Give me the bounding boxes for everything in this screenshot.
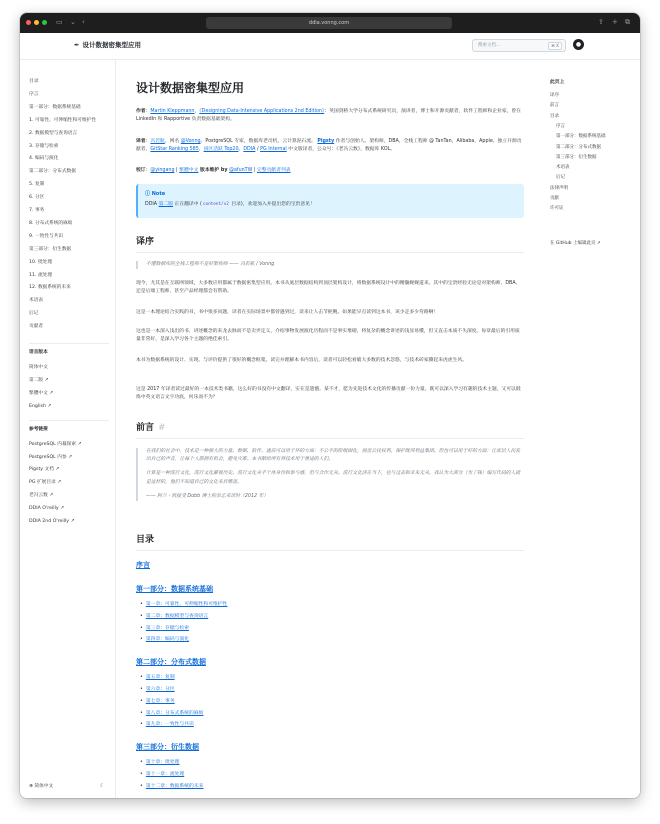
pigsty-link[interactable]: Pigsty xyxy=(317,139,335,144)
toc-part-link[interactable]: 第三部分：衍生数据 xyxy=(136,743,199,752)
divider xyxy=(29,420,109,421)
preface-p2: 这是一本理论结合实践的书，书中很多问题，译者在实际场景中都曾遇到过，读来让人击节扼腕。如果能早点读到这本书，该少走多少弯路啊！ xyxy=(136,310,439,315)
divider xyxy=(136,550,524,551)
translator-paragraph: 译者：冯若航，网名 @Vonng。PostgreSQL 专家，数据库老司机，云计算泥石流。 Pigsty 作者与创始人。架构师，DBA，全栈工程师 @ TanTan，Alibaba，Apple。独立开源贡献者，GitStar Ranking 585，国区活跃 Top20。DDIA / PG Internal 中文版译者，公众号：《老冯云数》，数据库 KOL。 xyxy=(136,139,522,153)
toc-chapter-link[interactable]: • 第四章：编码与演化 xyxy=(140,636,189,643)
site-title: 设计数据密集型应用 xyxy=(82,41,141,49)
back-icon[interactable]: ‹ xyxy=(82,18,85,26)
preface-p5: 这是 2017 年译者读过最好的一本技术类书籍，这么好的书没有中文翻译，实在是遗憾。某不才，愿为先进技术文化的传播贡献一份力量。既可以深入学习有趣的技术主题，又可以锻炼中英文语言文字功底，何乐而不为？ xyxy=(136,387,521,401)
author-label: 作者 xyxy=(136,109,146,114)
divider xyxy=(29,343,109,344)
anchor-hash[interactable]: # xyxy=(158,423,166,433)
contributors-link[interactable]: 完整贡献者列表 xyxy=(257,168,291,173)
sidebar-item[interactable]: 目录 xyxy=(29,79,39,84)
github-icon[interactable]: ● xyxy=(573,39,584,50)
toc-part-link[interactable]: 第二部分：分布式数据 xyxy=(136,658,206,667)
sidebar-ref-link[interactable]: Pigsty 文档 ↗ xyxy=(29,467,60,473)
toc-panel-item[interactable]: 目录 xyxy=(550,113,559,119)
note-pre: DDIA xyxy=(145,202,159,207)
toc-panel-item[interactable]: 译序 xyxy=(550,93,559,98)
translator-desc-1: ，网名 xyxy=(164,139,180,144)
sidebar-item[interactable]: 3. 存储与检索 xyxy=(29,143,59,149)
toc-chapter-link[interactable]: • 第七章：事务 xyxy=(140,698,175,705)
sidebar-item[interactable]: 7. 事务 xyxy=(29,208,45,213)
close-window-button[interactable] xyxy=(26,20,31,25)
sidebar-item[interactable]: 2. 数据模型与查询语言 xyxy=(29,130,78,136)
share-icon[interactable]: ⇪ xyxy=(598,18,604,26)
toc-chapter-link[interactable]: • 第三章：存储与检索 xyxy=(140,625,189,632)
toc-panel-heading: 此页上 xyxy=(550,80,565,85)
book-link[interactable]: 《Designing Data-Intensive Applications 2nd Edition》 xyxy=(199,109,325,114)
preface-p3: 这也是一本深入浅出的书，讲述概念的来龙去脉而不是卖弄定义，介绍事物发展演化历程而不是事实堆砌，将复杂的概念讲述的浅显易懂，但又直击本质不失深度。每章最后的引用质量非常好，是深入学习各个主题的绝佳索引。 xyxy=(136,329,520,343)
sidebar-item[interactable]: 11. 流处理 xyxy=(29,272,53,278)
review-label: 校订 xyxy=(136,168,146,173)
toc-panel-item[interactable]: 序言 xyxy=(556,123,565,129)
search-placeholder: 搜索文档... xyxy=(478,43,501,48)
gitstar-link[interactable]: GitStar Ranking 585 xyxy=(150,147,199,153)
site-header xyxy=(20,33,640,60)
sidebar-toggle-icon[interactable]: ▭ xyxy=(56,18,63,26)
sidebar-ref-link[interactable]: DDIA 2nd O'reilly ↗ xyxy=(29,519,75,524)
translator-desc-4: 中文版译者，公众号：《老冯云数》，数据库 KOL。 xyxy=(288,147,396,153)
sidebar-ref-link[interactable]: 老冯云数 ↗ xyxy=(29,493,54,499)
afuntw-link[interactable]: @afunTW xyxy=(229,168,253,173)
separator: ， xyxy=(198,147,204,153)
toc-panel-item[interactable]: 贡献 xyxy=(550,196,559,201)
sidebar-section-heading: 语言版本 xyxy=(29,350,48,355)
yingang-link[interactable]: @yingang xyxy=(150,168,175,173)
divider xyxy=(136,438,524,439)
sidebar-item[interactable]: 后记 xyxy=(29,311,39,317)
sidebar xyxy=(20,60,116,798)
feather-icon: ✒ xyxy=(74,41,80,49)
search-input[interactable] xyxy=(472,39,566,52)
sidebar-item[interactable]: 第一部分：数据系统基础 xyxy=(29,104,81,110)
sidebar-item[interactable]: 10. 批处理 xyxy=(29,259,53,265)
review-mid: 版本维护 by xyxy=(198,168,230,173)
toc-chapter-link[interactable]: • 第十一章：流处理 xyxy=(140,771,184,778)
intro-title: 前言 xyxy=(136,423,155,433)
theme-toggle-icon[interactable]: ☾ xyxy=(100,783,105,789)
review-paragraph: 校订：@yingang | 繁體中文 版本维护 by @afunTW | 完整贡献者列表 xyxy=(136,168,291,173)
toc-chapter-link[interactable]: • 第六章：分区 xyxy=(140,686,175,693)
toc-part-link[interactable]: 第一部分：数据系统基础 xyxy=(136,585,213,593)
globe-icon: ⊕ xyxy=(29,784,35,789)
intro-quote xyxy=(136,448,524,501)
note-title: ⓘ Note xyxy=(145,191,166,197)
toc-heading: 目录 xyxy=(136,535,155,545)
browser-window xyxy=(20,13,640,798)
page-title: 设计数据密集型应用 xyxy=(136,81,245,95)
sidebar-item[interactable]: 序言 xyxy=(29,91,39,97)
address-bar[interactable] xyxy=(206,17,452,29)
note-mid: 正在翻译中 ( xyxy=(173,202,202,207)
author-desc: ：英国剑桥大学分布式系统研究员，演讲者，博士和开源贡献者，软件工程师和企业家，曾在 LinkedIn 和 Rapportive 负责数据基础架构。 xyxy=(136,109,522,123)
toc-panel-item[interactable]: 第一部分：数据系统基础 xyxy=(556,134,606,140)
sidebar-ref-link[interactable]: DDIA O'reilly ↗ xyxy=(29,506,65,512)
toc-part-link[interactable]: 序言 xyxy=(136,561,150,569)
url-text: ddia.vonng.com xyxy=(308,20,350,26)
sidebar-item[interactable]: 贡献者 xyxy=(29,324,44,330)
ddia-link[interactable]: DDIA xyxy=(243,147,256,153)
preface-p4: 本书为数据系统的设计、实现、与评价提供了很好的概念框架。读完并理解本书内容后，读者可以轻松看破大多数的技术忽悠，与技术砖家撕起来虎虎生风。 xyxy=(136,358,467,363)
author-paragraph: 作者：Martin Kleppmann，《Designing Data-Intensive Applications 2nd Edition》：英国剑桥大学分布式系统研究员，演讲者，博士和开源贡献者，软件工程师和企业家，曾在 LinkedIn 和 Rapportive 负责数据基础架构。 xyxy=(136,109,522,123)
separator: 。 xyxy=(238,147,244,153)
translator-link[interactable]: 冯若航 xyxy=(150,139,165,144)
language-switcher[interactable] xyxy=(29,783,53,789)
note-callout xyxy=(136,184,524,218)
preface-p1: 现今，尤其是在互联网领域，大多数应用都属于数据密集型应用。本书从底层数据结构到顶层架构设计，将数据系统设计中的精髓娓娓道来。其中的宝贵经验无论是对架构师、DBA、还是后端工程师、甚至产品经理都会有帮助。 xyxy=(136,281,521,295)
toc-chapter-link[interactable]: • 第十章：批处理 xyxy=(140,759,179,766)
intro-heading xyxy=(136,422,166,434)
on-this-page xyxy=(550,60,640,798)
maximize-window-button[interactable] xyxy=(42,20,47,25)
sidebar-section-heading: 参考链接 xyxy=(29,426,48,432)
browser-chrome xyxy=(20,13,640,33)
second-edition-link[interactable]: 第二版 xyxy=(158,202,174,207)
note-post: 目录)，欢迎加入并提出您的宝贵意见！ xyxy=(229,202,315,207)
sidebar-ref-link[interactable]: PG 扩展目录 ↗ xyxy=(29,480,62,486)
preface-heading: 译序 xyxy=(136,237,155,247)
intro-quote-1: 在我们的社会中，技术是一种强大的力量。数据、软件、通信可以用于坏的方面：不公平的阶级固化，损害公民权利，保护既得利益集团。但也可以用于好的方面：让底层人民发出自己的声音，让每个人都拥有机会，避免灾难。本书献给所有将技术用于善途的人们。 xyxy=(146,449,521,463)
intro-quote-3: —— 阿兰・凯接受 Dobb 博士的杂志采访时（2012 年） xyxy=(146,493,269,499)
divider xyxy=(136,252,524,253)
separator: / xyxy=(255,147,261,153)
sidebar-item[interactable]: 12. 数据系统的未来 xyxy=(29,285,71,291)
sidebar-version-link[interactable]: 简体中文 xyxy=(29,365,48,370)
sidebar-ref-link[interactable]: PostgreSQL 内幕探索 ↗ xyxy=(29,441,82,447)
toc-chapter-link[interactable]: • 第一章：可靠性、可伸缩性和可维护性 xyxy=(140,601,227,608)
toc-panel-item[interactable]: 法律声明 xyxy=(550,185,568,191)
translator-handle-link[interactable]: @Vonng xyxy=(180,139,201,144)
intro-quote-2: 计算是一种流行文化，流行文化鄙视历史。流行文化关乎个体身份和参与感，但与合作无关。流行文化活在当下，也与过去和未来无关。我认为大部分（为了钱）编写代码的人就是这样的，他们不知道自己的文化来自哪里。 xyxy=(146,471,521,485)
separator: | xyxy=(174,168,180,173)
main-content xyxy=(136,60,528,798)
minimize-window-button[interactable] xyxy=(34,20,39,25)
sidebar-item[interactable]: 8. 分布式系统的麻烦 xyxy=(29,220,73,226)
sidebar-item[interactable]: 6. 分区 xyxy=(29,195,45,201)
tabs-overview-icon[interactable]: ⧉ xyxy=(625,18,630,26)
sidebar-item[interactable]: 4. 编码与演化 xyxy=(29,156,59,162)
author-link[interactable]: Martin Kleppmann xyxy=(150,109,195,114)
toc-chapter-link[interactable]: • 第五章：复制 xyxy=(140,674,175,681)
new-tab-icon[interactable]: + xyxy=(612,18,618,26)
edit-on-github-link[interactable]: 在 GitHub 上编辑此页 ↗ xyxy=(550,241,601,246)
toc-chapter-link[interactable]: • 第十二章：数据系统的未来 xyxy=(140,783,203,790)
sidebar-item[interactable]: 第三部分：衍生数据 xyxy=(29,246,72,252)
toc-panel-item[interactable]: 第二部分：分布式数据 xyxy=(556,144,601,150)
sidebar-version-link[interactable]: 第二版 ↗ xyxy=(29,377,49,383)
sidebar-item[interactable]: 9. 一致性与共识 xyxy=(29,233,64,239)
sidebar-ref-link[interactable]: PostgreSQL 内参 ↗ xyxy=(29,454,73,460)
translator-desc-3: 作者与创始人。架构师，DBA，全栈工程师 @ TanTan，Alibaba，Apple。独立开源贡献者， xyxy=(136,139,522,153)
pg-internal-link[interactable]: PG Internal xyxy=(260,147,287,153)
translator-desc-2: 。PostgreSQL 专家，数据库老司机，云计算泥石流。 xyxy=(200,139,316,144)
sidebar-version-link[interactable]: English ↗ xyxy=(29,403,52,409)
separator: | xyxy=(252,168,257,173)
top20-link[interactable]: 国区活跃 Top20 xyxy=(203,147,239,153)
chevron-down-icon[interactable]: ⌄ xyxy=(70,18,76,26)
translator-label: 译者 xyxy=(136,139,146,144)
sidebar-item[interactable]: 术语表 xyxy=(29,298,44,304)
note-code: content/v2 xyxy=(202,202,229,207)
preface-quote: 不懂数据库的全栈工程师不是好架构师 —— 冯若航 / Vonng xyxy=(136,261,524,269)
toc-panel-item[interactable]: 许可证 xyxy=(550,206,564,212)
toc-chapter-link[interactable]: • 第二章：数据模型与查询语言 xyxy=(140,613,208,620)
toc-chapter-link[interactable]: • 第八章：分布式系统的麻烦 xyxy=(140,710,203,717)
toc-panel-item[interactable]: 术语表 xyxy=(556,165,570,171)
site-logo[interactable] xyxy=(74,40,141,50)
search-shortcut-badge: ⌘ K xyxy=(548,42,562,50)
toc-chapter-link[interactable]: • 第九章：一致性与共识 xyxy=(140,721,194,728)
language-label: 简体中文 xyxy=(34,784,54,789)
traditional-chinese-link[interactable]: 繁體中文 xyxy=(179,168,199,173)
sidebar-item[interactable]: 5. 复制 xyxy=(29,182,45,188)
sidebar-version-link[interactable]: 繁體中文 ↗ xyxy=(29,390,54,396)
sidebar-item[interactable]: 1. 可靠性、可伸缩性和可维护性 xyxy=(29,117,96,123)
sidebar-item[interactable]: 第二部分：分布式数据 xyxy=(29,169,76,175)
toc-panel-item[interactable]: 前言 xyxy=(550,103,559,109)
toc-panel-item[interactable]: 第三部分：衍生数据 xyxy=(556,154,597,160)
note-title-text: Note xyxy=(151,191,166,197)
note-body xyxy=(145,200,315,207)
toc-panel-item[interactable]: 后记 xyxy=(556,175,565,181)
